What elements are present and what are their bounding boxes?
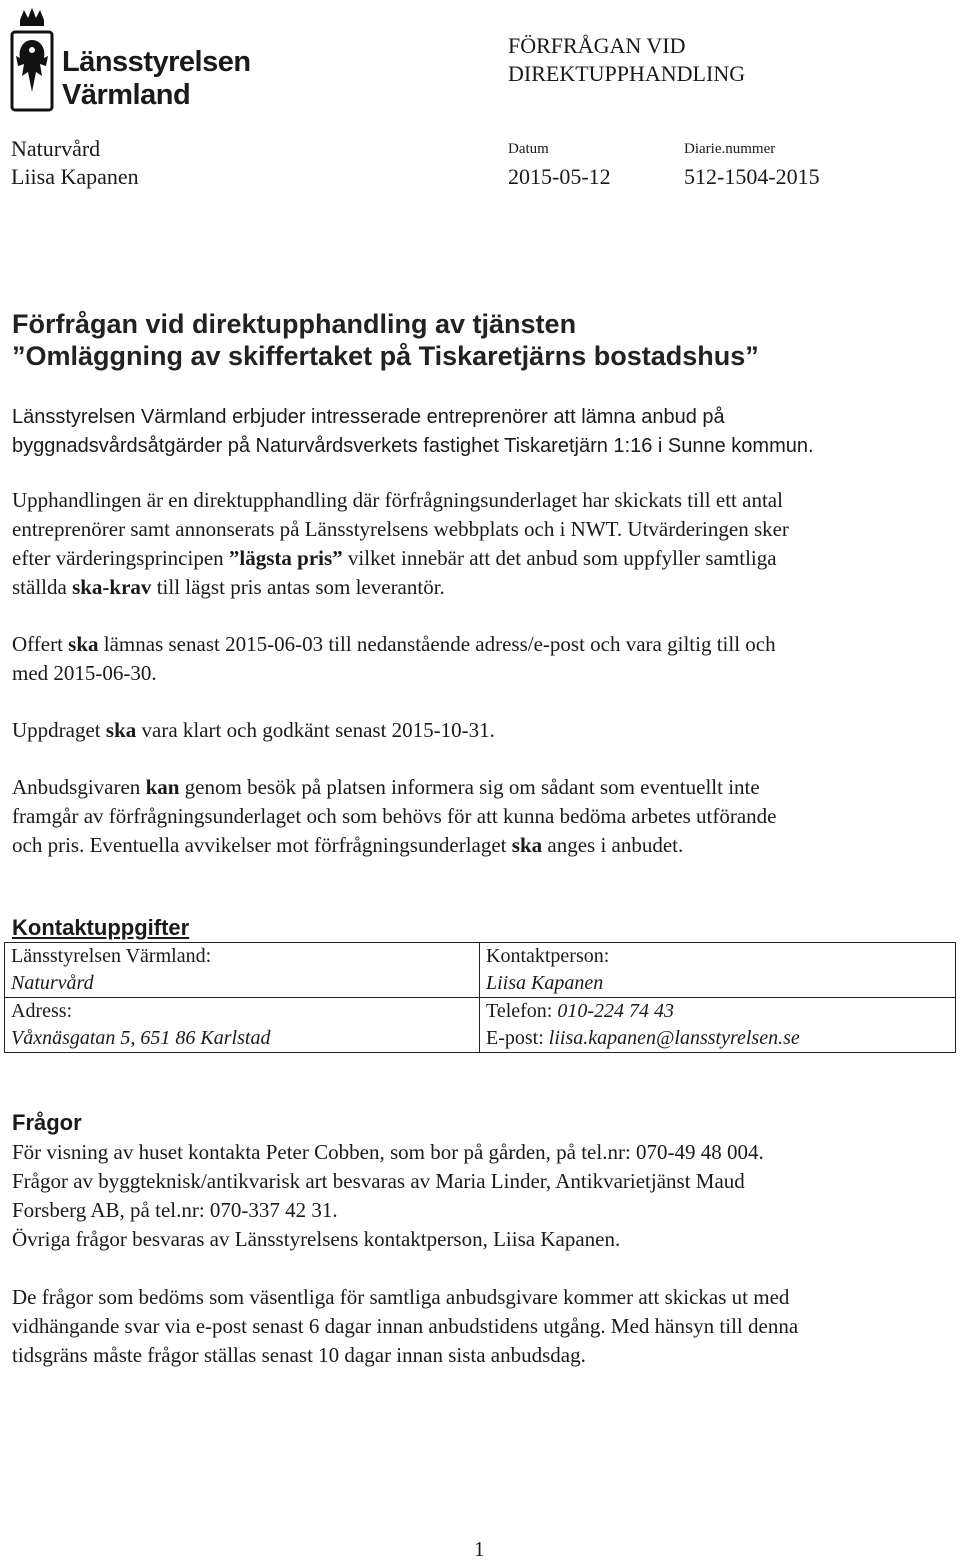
phone-email-cell (480, 998, 956, 1053)
p3-line-1 (12, 630, 947, 659)
p4-a: Uppdraget (12, 718, 106, 742)
address-cell (5, 998, 480, 1053)
doc-type-line-1: FÖRFRÅGAN VID (508, 33, 686, 58)
questions-heading: Frågor (12, 1110, 82, 1135)
document-type (508, 32, 745, 88)
address-label: Adress: (11, 1000, 73, 1022)
person-cell (480, 943, 956, 998)
intro-line-2: byggnadsvårdsåtgärder på Naturvårdsverkets fastighet Tiskaretjärn 1:16 i Sunne kommun. (12, 435, 814, 457)
document-title (12, 308, 759, 372)
final-line-3: tidsgräns måste frågor ställas senast 10 dagar innan sista anbudsdag. (12, 1343, 586, 1367)
intro-line-1: Länsstyrelsen Värmland erbjuder intresserade entreprenörer att lämna anbud på (12, 406, 725, 428)
procurement-paragraph (12, 486, 947, 602)
diarie-value: 512-1504-2015 (684, 164, 820, 189)
p2-line-2: entreprenörer samt annonserats på Länsstyrelsens webbplats och i NWT. Utvärderingen sker (12, 517, 789, 541)
p2-l3-rest: vilket innebär att det anbud som uppfyller samtliga (342, 546, 777, 570)
logo-line-1: Länsstyrelsen (62, 46, 251, 78)
fragor-line-2: Frågor av byggteknisk/antikvarisk art besvaras av Maria Linder, Antikvarietjänst Maud (12, 1169, 745, 1193)
doc-type-line-2: DIREKTUPPHANDLING (508, 61, 746, 86)
p4-c: vara klart och godkänt senast 2015-10-31. (136, 718, 495, 742)
p3-ska: ska (68, 632, 99, 656)
diarie-label: Diarie.nummer (684, 141, 776, 157)
fragor-line-1: För visning av huset kontakta Peter Cobben, som bor på gården, på tel.nr: 070-49 48 004. (12, 1140, 764, 1164)
address-value: Våxnäsgatan 5, 651 86 Karlstad (11, 1027, 271, 1049)
handler-name: Liisa Kapanen (11, 164, 139, 189)
person-label: Kontaktperson: (486, 945, 610, 967)
p2-line-1: Upphandlingen är en direktupphandling där förfrågningsunderlaget har skickats till ett antal (12, 488, 783, 512)
p2-line-3 (12, 544, 947, 573)
evaluation-principle: ”lägsta pris” (228, 546, 343, 570)
p2-line-4 (12, 573, 947, 602)
lansstyrelsen-logo (10, 6, 251, 112)
p3-line-2: med 2015-06-30. (12, 661, 157, 685)
p2-l4-rest: till lägst pris antas som leverantör. (151, 575, 445, 599)
contact-heading: Kontaktuppgifter (12, 915, 190, 940)
date-value: 2015-05-12 (508, 164, 611, 189)
coat-of-arms-icon (10, 6, 56, 112)
completion-paragraph (12, 716, 947, 745)
intro-paragraph (12, 403, 942, 461)
final-paragraph (12, 1283, 947, 1370)
title-line-1: Förfrågan vid direktupphandling av tjänsten (12, 309, 577, 339)
date-label: Datum (508, 141, 549, 157)
title-line-2: ”Omläggning av skiffertaket på Tiskaretjärns bostadshus” (12, 341, 759, 371)
p5-ska: ska (511, 833, 543, 857)
final-line-1: De frågor som bedöms som väsentliga för samtliga anbudsgivare kommer att skickas ut med (12, 1285, 790, 1309)
org-label: Länsstyrelsen Värmland: (11, 945, 212, 967)
p5-c: genom besök på platsen informera sig om sådant som eventuellt inte (179, 775, 760, 799)
site-visit-paragraph (12, 773, 947, 860)
offer-deadline-paragraph (12, 630, 947, 688)
email-line (486, 1025, 949, 1052)
ska-krav: ska-krav (72, 575, 152, 599)
p2-l4-text: ställda (12, 575, 73, 599)
questions-paragraph (12, 1138, 947, 1254)
department: Naturvård (11, 136, 101, 161)
logo-line-2: Värmland (62, 79, 191, 111)
p5-l3c: anges i anbudet. (542, 833, 684, 857)
contact-table (4, 942, 956, 1053)
p4-ska: ska (105, 718, 137, 742)
p5-l3a: och pris. Eventuella avvikelser mot förfrågningsunderlaget (12, 833, 512, 857)
p5-line-2: framgår av förfrågningsunderlaget och som behövs för att kunna bedöma arbetes utförande (12, 804, 777, 828)
fragor-line-4: Övriga frågor besvaras av Länsstyrelsens kontaktperson, Liisa Kapanen. (12, 1227, 621, 1251)
phone-label: Telefon: (486, 1000, 558, 1022)
p2-l3-text: efter värderingsprincipen (12, 546, 229, 570)
p3-a: Offert (12, 632, 69, 656)
org-value: Naturvård (11, 972, 94, 994)
final-line-2: vidhängande svar via e-post senast 6 dagar innan anbudstidens utgång. Med hänsyn till denna (12, 1314, 799, 1338)
p5-a: Anbudsgivaren (12, 775, 146, 799)
person-value: Liisa Kapanen (486, 972, 604, 994)
phone-value: 010-224 74 43 (557, 1000, 675, 1022)
p3-c: lämnas senast 2015-06-03 till nedanstående adress/e-post och vara giltig till och (98, 632, 776, 656)
page-number: 1 (474, 1537, 485, 1561)
fragor-line-3: Forsberg AB, på tel.nr: 070-337 42 31. (12, 1198, 338, 1222)
org-cell (5, 943, 480, 998)
p5-line-1 (12, 773, 947, 802)
email-label: E-post: (486, 1027, 549, 1049)
p5-line-3 (12, 831, 947, 860)
p5-kan: kan (145, 775, 180, 799)
phone-line (486, 998, 949, 1025)
contact-row-2 (5, 998, 956, 1053)
contact-row-1 (5, 943, 956, 998)
email-link[interactable]: liisa.kapanen@lansstyrelsen.se (548, 1027, 800, 1049)
